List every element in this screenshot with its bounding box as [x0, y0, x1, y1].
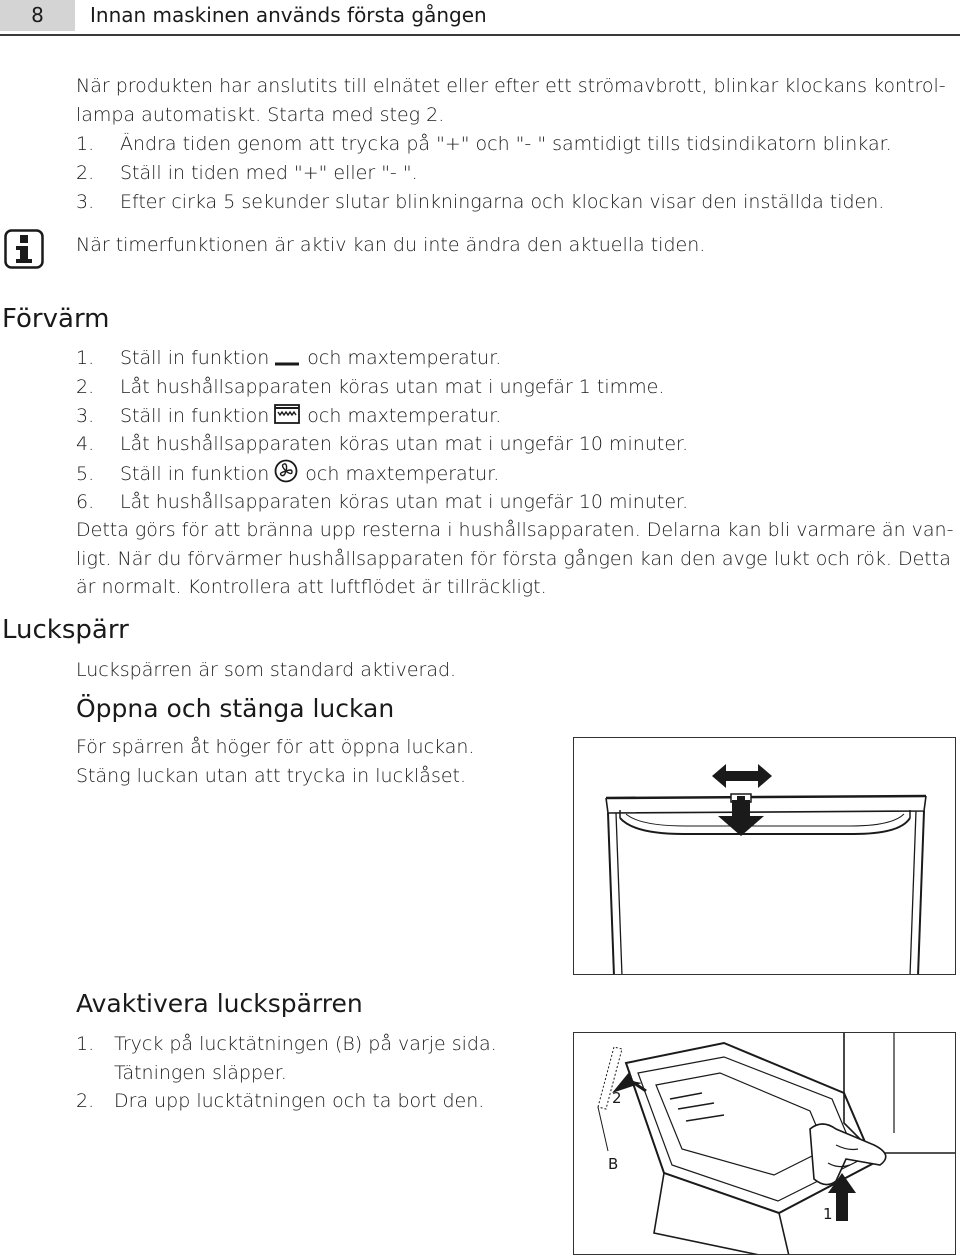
open-close-line-1: För spärren åt höger för att öppna luckan.: [76, 736, 475, 758]
bottom-heat-icon: [273, 345, 301, 367]
preheat-step: [76, 459, 499, 489]
door-lock-intro: Luckspärren är som standard aktiverad.: [76, 659, 457, 681]
step-number: 6.: [76, 491, 95, 513]
step-text: Låt hushållsapparaten köras utan mat i ungefär 10 minuter.: [120, 491, 689, 513]
figure-label-1: 1: [823, 1205, 833, 1223]
clock-step: [76, 159, 418, 188]
step-text-end: och maxtemperatur.: [305, 463, 500, 485]
step-text: Låt hushållsapparaten köras utan mat i ungefär 1 timme.: [120, 376, 665, 398]
step-number: 1.: [76, 347, 95, 369]
preheat-paragraph-line-2: ligt. När du förvärmer hushållsapparaten för första gången kan den avge lukt och rök. Detta: [76, 548, 951, 570]
preheat-paragraph-line-1: Detta görs för att bränna upp resterna i hushållsapparaten. Delarna kan bli varmare än van-: [76, 519, 954, 541]
door-seal-illustration: [574, 1033, 956, 1255]
step-number: 3.: [76, 191, 95, 213]
door-latch-figure: [573, 737, 956, 975]
info-note: När timerfunktionen är aktiv kan du inte ändra den aktuella tiden.: [76, 234, 706, 256]
step-text: Ställ in tiden med "+" eller "- ".: [120, 162, 418, 184]
preheat-step: [76, 488, 688, 517]
page-number: 8: [0, 0, 75, 31]
figure-label-2: 2: [612, 1089, 622, 1107]
subheading-deactivate: Avaktivera luckspärren: [76, 989, 363, 1018]
step-text: Efter cirka 5 sekunder slutar blinkningarna och klockan visar den inställda tiden.: [120, 191, 885, 213]
preheat-step: [76, 430, 688, 459]
open-close-line-2: Stäng luckan utan att trycka in lucklåset.: [76, 765, 467, 787]
door-latch-illustration: [574, 738, 956, 975]
deactivate-step-continuation: Tätningen släpper.: [114, 1062, 287, 1084]
deactivate-step: [76, 1030, 497, 1059]
step-text: Ställ in funktion: [120, 463, 270, 485]
clock-step: [76, 130, 892, 159]
step-text: Ändra tiden genom att trycka på "+" och "- " samtidigt tills tidsindikatorn blinkar.: [120, 133, 892, 155]
step-number: 2.: [76, 1090, 95, 1112]
step-number: 2.: [76, 162, 95, 184]
step-text: Tryck på lucktätningen (B) på varje sida.: [114, 1033, 497, 1055]
preheat-step: [76, 373, 664, 402]
step-text: Dra upp lucktätningen och ta bort den.: [114, 1090, 485, 1112]
preheat-step: [76, 344, 501, 373]
step-number: 1.: [76, 133, 95, 155]
grill-icon: [273, 403, 301, 425]
step-number: 2.: [76, 376, 95, 398]
door-seal-figure: [573, 1032, 956, 1255]
step-text-end: och maxtemperatur.: [307, 347, 502, 369]
subheading-open-close: Öppna och stänga luckan: [76, 694, 395, 723]
clock-step: [76, 188, 884, 217]
section-heading-door-lock: Luckspärr: [2, 615, 129, 645]
step-number: 5.: [76, 463, 95, 485]
step-text: Ställ in funktion: [120, 405, 270, 427]
fan-heat-icon: [273, 459, 299, 483]
page-title: Innan maskinen används första gången: [90, 3, 487, 27]
step-text: Låt hushållsapparaten köras utan mat i ungefär 10 minuter.: [120, 433, 689, 455]
preheat-paragraph-line-3: är normalt. Kontrollera att luftflödet är tillräckligt.: [76, 576, 547, 598]
step-text: Ställ in funktion: [120, 347, 270, 369]
info-icon: [4, 229, 44, 269]
clock-intro-line-1: När produkten har anslutits till elnätet eller efter ett strömavbrott, blinkar klockans kontrol-: [76, 75, 946, 97]
figure-label-b: B: [608, 1155, 619, 1173]
deactivate-step: [76, 1087, 484, 1116]
step-text-end: och maxtemperatur.: [307, 405, 502, 427]
step-number: 1.: [76, 1033, 95, 1055]
header-rule: [0, 34, 960, 36]
clock-intro-line-2: lampa automatiskt. Starta med steg 2.: [76, 104, 445, 126]
step-number: 3.: [76, 405, 95, 427]
section-heading-preheat: Förvärm: [2, 304, 110, 334]
step-number: 4.: [76, 433, 95, 455]
preheat-step: [76, 402, 501, 431]
